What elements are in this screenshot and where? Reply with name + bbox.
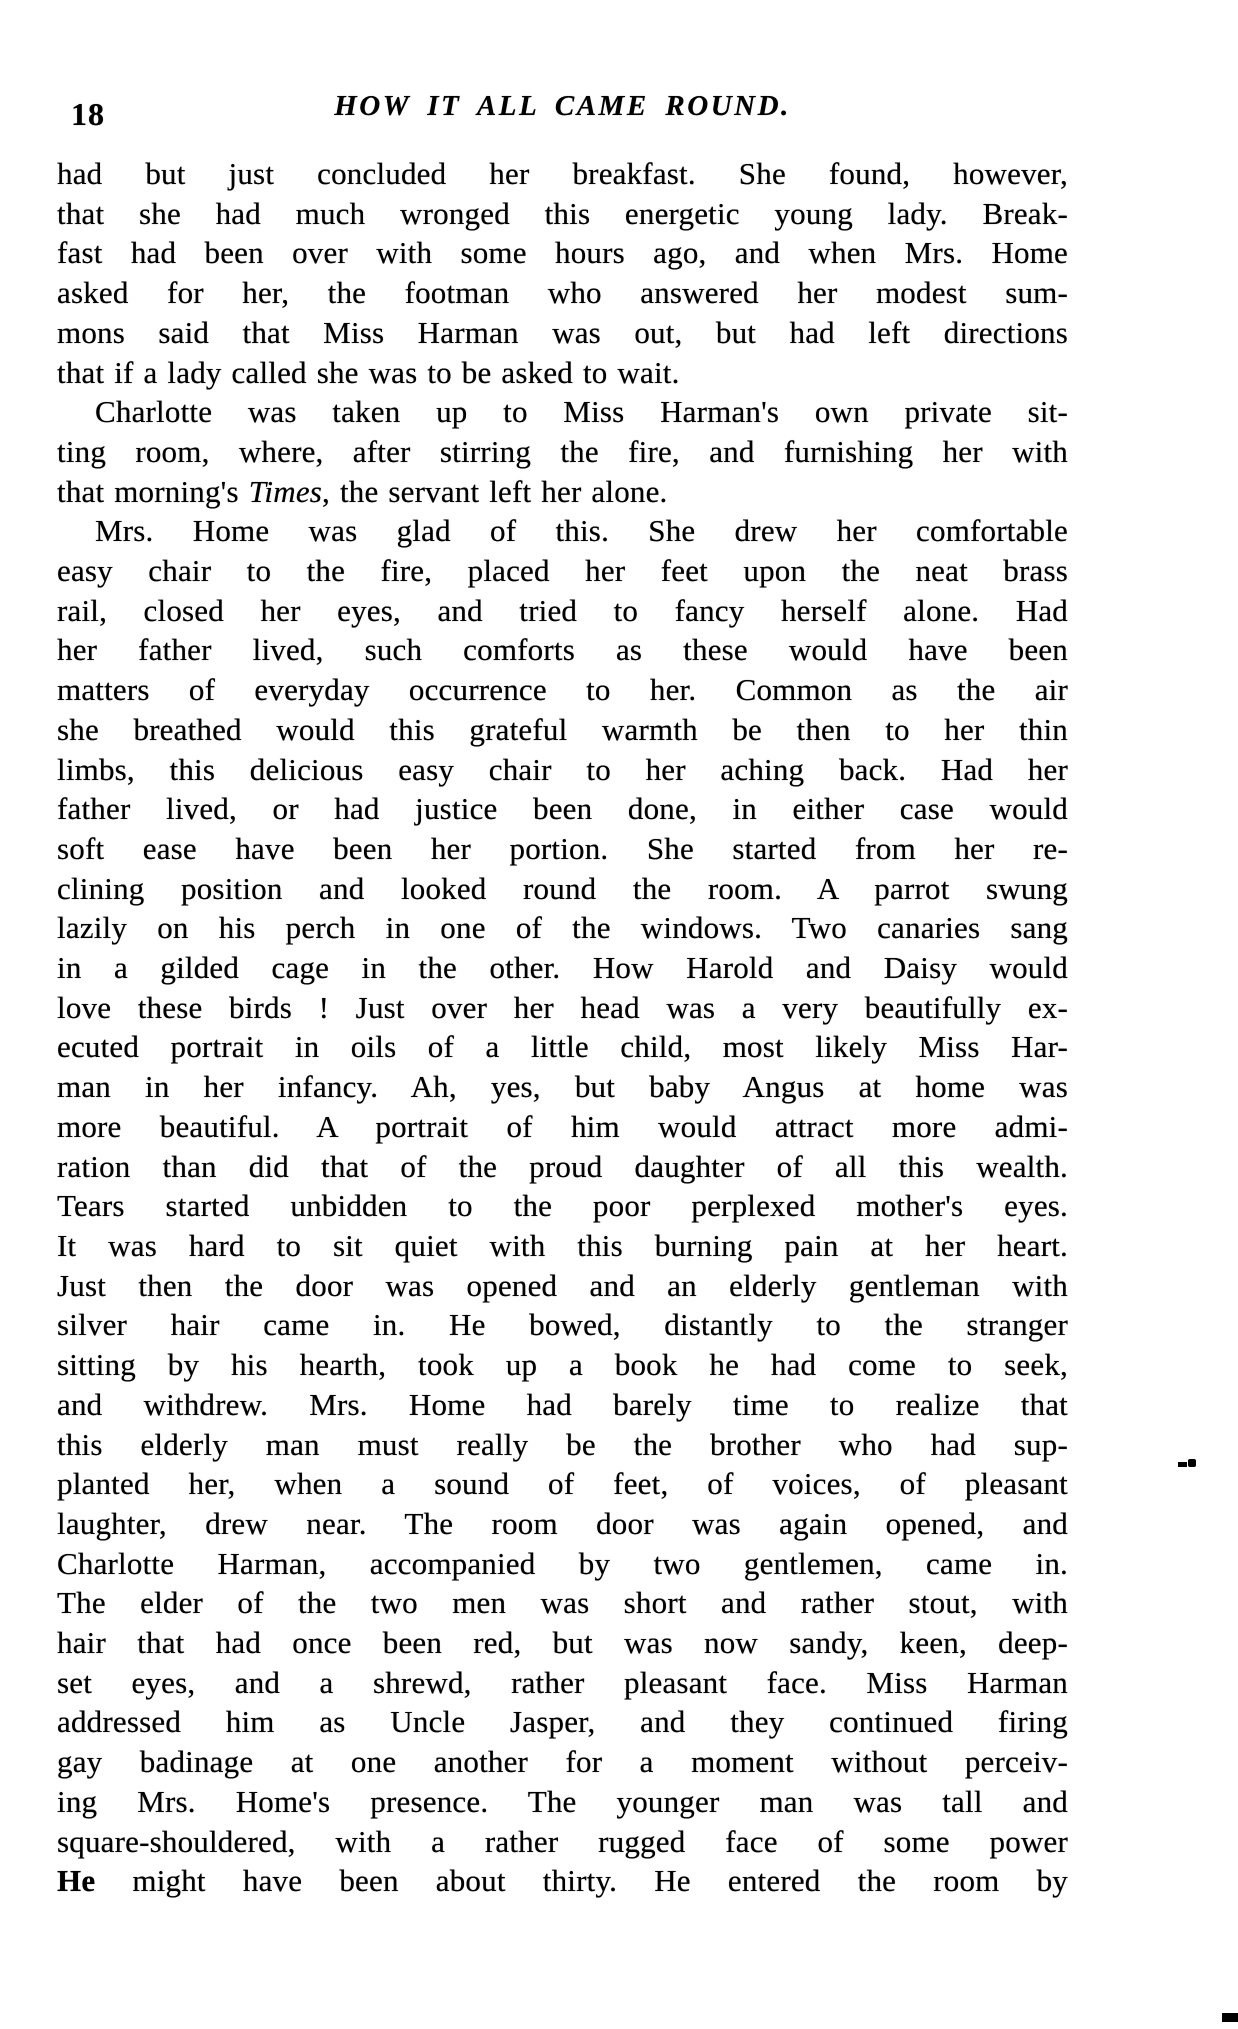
text-segment: clining position and looked round the room. A parrot swung (57, 870, 1068, 906)
page-body (57, 154, 1068, 1901)
text-line (57, 1345, 1068, 1385)
text-line (57, 1782, 1068, 1822)
text-line (57, 750, 1068, 790)
text-line (57, 432, 1068, 472)
text-segment: Charlotte was taken up to Miss Harman's own private sit- (95, 394, 1068, 430)
text-line (57, 591, 1068, 631)
text-line (57, 194, 1068, 234)
text-segment: square-shouldered, with a rather rugged face of some power (57, 1823, 1068, 1859)
text-segment: rail, closed her eyes, and tried to fancy herself alone. Had (57, 592, 1068, 628)
text-segment: gay badinage at one another for a moment without perceiv- (57, 1744, 1068, 1780)
ink-speck (1178, 1462, 1187, 1467)
text-segment: Charlotte Harman, accompanied by two gentlemen, came in. (57, 1545, 1068, 1581)
text-segment: asked for her, the footman who answered her modest sum- (57, 275, 1068, 311)
text-line (57, 908, 1068, 948)
text-segment: that if a lady called she was to be asked to wait. (57, 354, 680, 390)
text-line (57, 1544, 1068, 1584)
italic-text: Times (248, 473, 323, 509)
text-segment: silver hair came in. He bowed, distantly to the stranger (57, 1307, 1068, 1343)
text-line (57, 313, 1068, 353)
text-line (57, 1702, 1068, 1742)
text-segment: mons said that Miss Harman was out, but had left directions (57, 314, 1068, 350)
text-segment: ing Mrs. Home's presence. The younger man was tall and (57, 1783, 1068, 1819)
text-line (57, 789, 1068, 829)
text-line (57, 1742, 1068, 1782)
text-segment: father lived, or had justice been done, in either case would (57, 791, 1068, 827)
text-line (57, 1623, 1068, 1663)
text-segment: lazily on his perch in one of the windows. Two canaries sang (57, 910, 1068, 946)
text-line (57, 273, 1068, 313)
text-segment: The elder of the two men was short and rather stout, with (57, 1585, 1068, 1621)
text-line (57, 948, 1068, 988)
text-segment: addressed him as Uncle Jasper, and they continued firing (57, 1704, 1068, 1740)
ink-speck (1222, 2013, 1238, 2022)
text-segment: that morning's (57, 473, 249, 509)
text-segment: set eyes, and a shrewd, rather pleasant face. Miss Harman (57, 1664, 1068, 1700)
text-segment: had but just concluded her breakfast. She found, however, (57, 156, 1068, 191)
text-segment: and withdrew. Mrs. Home had barely time to realize that (57, 1386, 1068, 1422)
text-segment: man in her infancy. Ah, yes, but baby Angus at home was (57, 1069, 1068, 1105)
text-segment: Tears started unbidden to the poor perplexed mother's eyes. (57, 1188, 1068, 1224)
text-line (57, 472, 1068, 512)
text-segment: might have been about thirty. He entered the room by (95, 1863, 1068, 1899)
text-segment: more beautiful. A portrait of him would attract more admi- (57, 1108, 1068, 1144)
page-number: 18 (71, 96, 105, 132)
text-segment: love these birds ! Just over her head was a very beautifully ex- (57, 989, 1068, 1025)
text-line (57, 1266, 1068, 1306)
text-line (57, 1385, 1068, 1425)
text-segment: ration than did that of the proud daughter of all this wealth. (57, 1148, 1068, 1184)
text-line (57, 1067, 1068, 1107)
text-segment: Mrs. Home was glad of this. She drew her comfortable (95, 513, 1068, 549)
text-segment: in a gilded cage in the other. How Harold and Daisy would (57, 950, 1068, 986)
text-line (57, 1861, 1068, 1901)
text-line (57, 1226, 1068, 1266)
text-line (57, 829, 1068, 869)
text-segment: , the servant left her alone. (322, 473, 668, 509)
text-segment: that she had much wronged this energetic young lady. Break- (57, 195, 1068, 231)
text-line (57, 392, 1068, 432)
text-line (57, 353, 1068, 393)
text-line (57, 869, 1068, 909)
text-line (57, 551, 1068, 591)
text-segment: matters of everyday occurrence to her. Common as the air (57, 672, 1068, 708)
text-line (57, 988, 1068, 1028)
text-segment: ting room, where, after stirring the fire, and furnishing her with (57, 433, 1068, 469)
text-segment: this elderly man must really be the brother who had sup- (57, 1426, 1068, 1462)
text-line (57, 1107, 1068, 1147)
text-line (57, 670, 1068, 710)
text-segment: easy chair to the fire, placed her feet upon the neat brass (57, 553, 1068, 589)
text-line (57, 1583, 1068, 1623)
text-segment: hair that had once been red, but was now sandy, keen, deep- (57, 1625, 1068, 1661)
text-line (57, 154, 1068, 194)
text-line (57, 233, 1068, 273)
text-line (57, 1186, 1068, 1226)
text-line (57, 511, 1068, 551)
text-line (57, 1822, 1068, 1862)
text-line (57, 1027, 1068, 1067)
text-segment: fast had been over with some hours ago, and when Mrs. Home (57, 235, 1068, 271)
page-header-title: HOW IT ALL CAME ROUND. (334, 90, 791, 122)
text-segment: sitting by his hearth, took up a book he had come to seek, (57, 1347, 1068, 1383)
text-line (57, 1504, 1068, 1544)
text-segment: ecuted portrait in oils of a little child, most likely Miss Har- (57, 1029, 1068, 1065)
text-line (57, 1305, 1068, 1345)
text-segment: It was hard to sit quiet with this burning pain at her heart. (57, 1227, 1068, 1263)
text-segment: planted her, when a sound of feet, of voices, of pleasant (57, 1466, 1068, 1502)
text-segment: her father lived, such comforts as these would have been (57, 632, 1068, 668)
text-segment: soft ease have been her portion. She started from her re- (57, 830, 1068, 866)
text-line (57, 630, 1068, 670)
text-segment: He (57, 1863, 96, 1899)
ink-speck (1188, 1459, 1196, 1467)
text-segment: Just then the door was opened and an elderly gentleman with (57, 1267, 1068, 1303)
text-line (57, 1663, 1068, 1703)
text-line (57, 1425, 1068, 1465)
text-segment: she breathed would this grateful warmth be then to her thin (57, 711, 1068, 747)
text-line (57, 710, 1068, 750)
running-header (57, 90, 1068, 134)
text-segment: limbs, this delicious easy chair to her aching back. Had her (57, 751, 1068, 787)
text-line (57, 1464, 1068, 1504)
text-segment: laughter, drew near. The room door was again opened, and (57, 1505, 1068, 1541)
text-line (57, 1147, 1068, 1187)
